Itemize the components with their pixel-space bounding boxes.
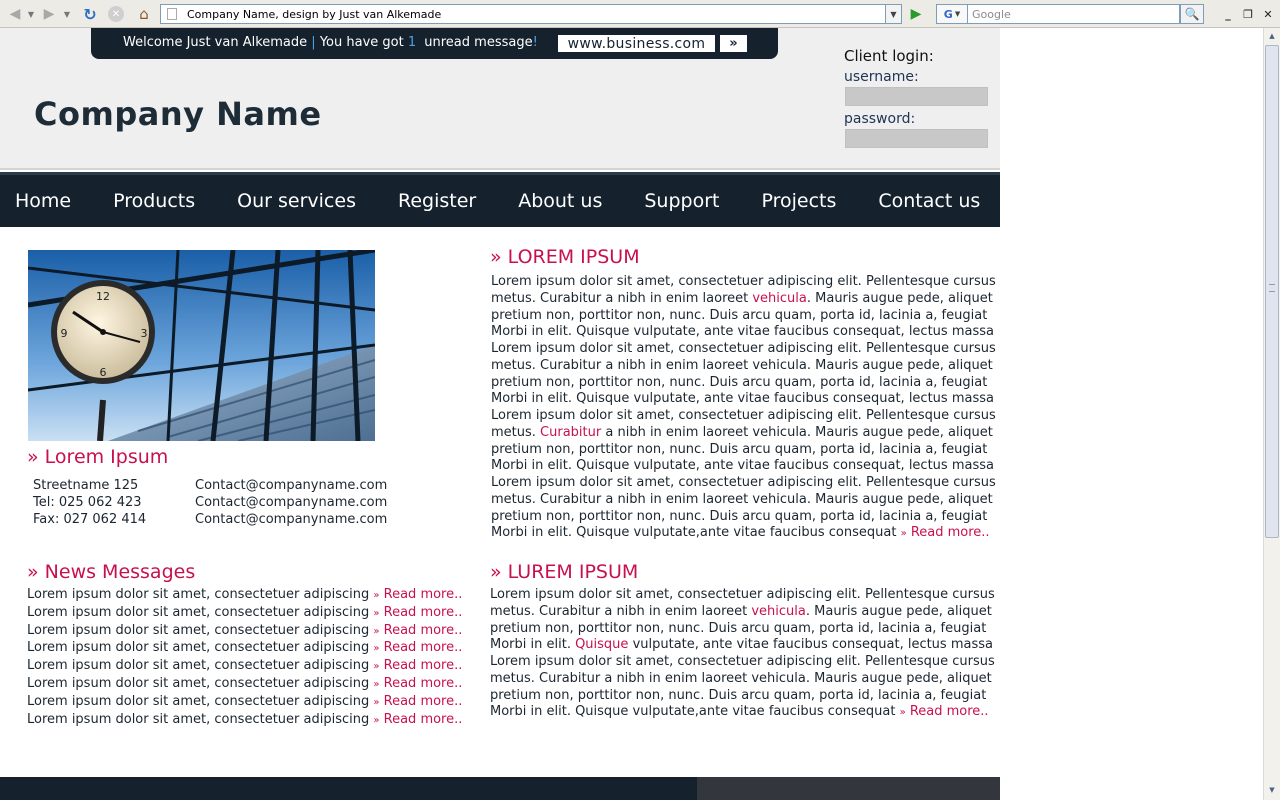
article-text: Lorem ipsum dolor sit amet, consectetuer adipiscing elit. Pellentesque cursus [491, 475, 996, 490]
password-field[interactable] [845, 129, 988, 148]
nav-item-support[interactable]: Support [644, 190, 720, 212]
article-line [491, 492, 996, 509]
forward-dropdown-icon[interactable]: ▼ [63, 9, 71, 19]
address-dropdown-icon[interactable]: ▼ [886, 4, 902, 24]
svg-text:9: 9 [60, 327, 68, 340]
username-label: username: [844, 69, 919, 85]
news-item [27, 658, 462, 676]
read-more-arrow: » [900, 528, 907, 540]
read-more-link[interactable] [373, 587, 462, 602]
read-more-arrow: » [373, 607, 380, 619]
domain-go-button[interactable]: » [720, 35, 747, 52]
web-page [0, 28, 1000, 800]
highlight-link[interactable]: vehicula [752, 290, 807, 306]
go-icon[interactable]: ▶ [910, 6, 922, 22]
article-text: pretium non, porttitor non, nunc. Duis arcu quam, porta id, lacinia a, feugiat [491, 307, 988, 323]
reload-icon[interactable]: ↻ [83, 4, 97, 24]
unread-count[interactable]: 1 [407, 35, 417, 50]
news-item [27, 712, 462, 730]
article-text: vulputate, ante vitae faucibus consequat, lectus massa [628, 637, 993, 653]
welcome-message: Welcome Just van Alkemade | You have got 1 unread message! [123, 35, 538, 50]
nav-item-register[interactable]: Register [397, 190, 477, 212]
article-line [491, 324, 996, 341]
article-text: metus. [491, 424, 541, 440]
address-bar[interactable] [160, 4, 886, 24]
article-line [491, 475, 996, 492]
news-text: Lorem ipsum dolor sit amet, consectetuer adipiscing [27, 693, 370, 709]
article-text: Morbi in elit. Quisque vulputate, ante vitae faucibus consequat, lectus massa [491, 391, 994, 407]
footer-gray-bar [697, 777, 1000, 800]
article-line [491, 274, 996, 291]
highlight-link[interactable]: vehicula [751, 603, 806, 619]
highlight-link[interactable]: Quisque [575, 637, 629, 653]
welcome-bar [91, 28, 778, 59]
read-more-label: Read more.. [383, 693, 463, 709]
domain-field[interactable]: www.business.com [558, 35, 715, 52]
article-text: metus. Curabitur a nibh in enim laoreet [491, 290, 753, 306]
read-more-label: Read more.. [383, 604, 463, 620]
email-link[interactable]: Contact@companyname.com [195, 512, 388, 527]
article2-title: » LUREM IPSUM [490, 561, 639, 583]
back-dropdown-icon[interactable]: ▼ [27, 9, 35, 19]
contact-emails [195, 477, 387, 528]
article-text: metus. Curabitur a nibh in enim laoreet vehicula. Mauris augue pede, aliquet [491, 357, 993, 373]
client-login [844, 47, 994, 153]
scroll-up-icon[interactable]: ▲ [1269, 32, 1275, 40]
article-line [491, 358, 996, 375]
address-line: Tel: 025 062 423 [33, 495, 142, 510]
contact-address [33, 477, 146, 528]
unread-message-link[interactable]: unread message [424, 35, 533, 50]
article-line [491, 525, 996, 543]
read-more-link[interactable] [373, 640, 462, 655]
news-item [27, 640, 462, 658]
read-more-arrow: » [373, 714, 380, 726]
read-more-label: Read more.. [383, 675, 463, 691]
nav-item-about-us[interactable]: About us [518, 190, 603, 212]
read-more-label: Read more.. [383, 640, 463, 656]
news-item [27, 605, 462, 623]
main-nav [0, 172, 1000, 227]
contact-title: » Lorem Ipsum [27, 446, 169, 468]
article1-body [491, 274, 996, 543]
read-more-arrow: » [373, 678, 380, 690]
article-text: Lorem ipsum dolor sit amet, consectetuer adipiscing elit. Pellentesque cursus [490, 654, 995, 669]
read-more-arrow: » [373, 643, 380, 655]
news-list [27, 587, 462, 729]
article-text: Morbi in elit. Quisque vulputate, ante vitae faucibus consequat, lectus massa [491, 458, 994, 474]
news-text: Lorem ipsum dolor sit amet, consectetuer adipiscing [27, 587, 370, 602]
read-more-link[interactable] [901, 525, 990, 540]
article-text: pretium non, porttitor non, nunc. Duis arcu quam, porta id, lacinia a, feugiat [491, 441, 988, 457]
article1-title: » LOREM IPSUM [490, 246, 640, 268]
site-header [0, 28, 1000, 170]
scroll-thumb[interactable] [1265, 45, 1279, 538]
company-name[interactable]: Company Name [34, 95, 322, 133]
article-line [491, 291, 996, 308]
read-more-link[interactable] [373, 658, 462, 673]
vertical-scrollbar[interactable] [1263, 28, 1280, 800]
article-text: Lorem ipsum dolor sit amet, consectetuer adipiscing elit. Pellentesque cursus [490, 587, 995, 602]
article-line [491, 509, 996, 526]
svg-text:6: 6 [99, 366, 107, 379]
search-engine-icon[interactable]: G ▼ [936, 4, 968, 24]
article-text: pretium non, porttitor non, nunc. Duis arcu quam, porta id, lacinia a, feugiat [491, 374, 988, 390]
read-more-link[interactable] [373, 623, 462, 638]
article-line [490, 604, 995, 621]
minimize-icon[interactable]: _ [1225, 7, 1231, 21]
article-text: a nibh in enim laoreet vehicula. Mauris augue pede, aliquet [601, 424, 993, 440]
read-more-link[interactable] [373, 676, 462, 691]
nav-item-contact-us[interactable]: Contact us [878, 190, 981, 212]
read-more-link[interactable] [373, 712, 462, 727]
address-text: Company Name, design by Just van Alkemade [187, 7, 442, 21]
nav-item-products[interactable]: Products [113, 190, 196, 212]
search-input[interactable]: Google [968, 4, 1180, 24]
article-line [491, 341, 996, 358]
read-more-label: Read more.. [383, 658, 463, 674]
address-line: Fax: 027 062 414 [33, 512, 147, 527]
read-more-label: Read more.. [383, 622, 463, 638]
read-more-label: Read more.. [383, 587, 463, 602]
scroll-down-icon[interactable]: ▼ [1269, 786, 1275, 794]
article-line [490, 671, 995, 688]
article-text: metus. Curabitur a nibh in enim laoreet vehicula. Mauris augue pede, aliquet [490, 670, 992, 686]
article-line [490, 587, 995, 604]
search-icon[interactable]: 🔍 [1180, 4, 1204, 24]
article-text: Lorem ipsum dolor sit amet, consectetuer adipiscing elit. Pellentesque cursus [491, 341, 996, 356]
read-more-arrow: » [373, 661, 380, 673]
article-text: Morbi in elit. [490, 637, 576, 653]
news-item [27, 623, 462, 641]
highlight-link[interactable]: Curabitur [540, 424, 602, 440]
article-text: . Mauris augue pede, aliquet [805, 603, 992, 619]
article-line [491, 375, 996, 392]
article-line [491, 408, 996, 425]
article-line [490, 688, 995, 705]
article-text: Lorem ipsum dolor sit amet, consectetuer adipiscing elit. Pellentesque cursus [491, 408, 996, 423]
browser-toolbar [0, 0, 1280, 28]
article-text: Lorem ipsum dolor sit amet, consectetuer adipiscing elit. Pellentesque cursus [491, 274, 996, 289]
article-text: Morbi in elit. Quisque vulputate,ante vitae faucibus consequat [491, 525, 901, 541]
email-link[interactable]: Contact@companyname.com [195, 478, 388, 493]
email-link[interactable]: Contact@companyname.com [195, 495, 388, 510]
read-more-link[interactable] [373, 694, 462, 709]
article-line [490, 621, 995, 638]
read-more-arrow: » [373, 696, 380, 708]
forward-icon[interactable]: ▶ [43, 6, 55, 22]
page-icon [167, 8, 177, 20]
svg-text:3: 3 [140, 327, 148, 340]
news-text: Lorem ipsum dolor sit amet, consectetuer adipiscing [27, 622, 370, 638]
footer-dark-bar [0, 777, 697, 800]
article-line [490, 654, 995, 671]
nav-item-our-services[interactable]: Our services [237, 190, 356, 212]
hero-image [28, 250, 375, 441]
welcome-user: Welcome Just van Alkemade [123, 35, 308, 50]
article-line [491, 442, 996, 459]
article-line [491, 391, 996, 408]
username-field[interactable] [845, 87, 988, 106]
news-text: Lorem ipsum dolor sit amet, consectetuer adipiscing [27, 675, 370, 691]
home-icon[interactable]: ⌂ [139, 5, 149, 23]
article-text: pretium non, porttitor non, nunc. Duis arcu quam, porta id, lacinia a, feugiat [490, 620, 987, 636]
svg-text:12: 12 [96, 290, 110, 303]
article-line [490, 704, 995, 722]
read-more-arrow: » [373, 590, 380, 601]
address-line: Streetname 125 [33, 478, 139, 493]
news-text: Lorem ipsum dolor sit amet, consectetuer adipiscing [27, 604, 370, 620]
news-text: Lorem ipsum dolor sit amet, consectetuer adipiscing [27, 640, 370, 656]
article-text: Morbi in elit. Quisque vulputate,ante vitae faucibus consequat [490, 704, 900, 720]
article-line [491, 425, 996, 442]
news-text: Lorem ipsum dolor sit amet, consectetuer adipiscing [27, 711, 370, 727]
news-text: Lorem ipsum dolor sit amet, consectetuer adipiscing [27, 658, 370, 674]
article-line [490, 637, 995, 654]
article-text: pretium non, porttitor non, nunc. Duis arcu quam, porta id, lacinia a, feugiat [490, 687, 987, 703]
nav-item-home[interactable]: Home [15, 190, 72, 212]
article-text: . Mauris augue pede, aliquet [806, 290, 993, 306]
read-more-link[interactable] [900, 704, 989, 719]
article2-body [490, 587, 995, 722]
nav-item-projects[interactable]: Projects [761, 190, 837, 212]
article-line [491, 308, 996, 325]
article-text: pretium non, porttitor non, nunc. Duis arcu quam, porta id, lacinia a, feugiat [491, 508, 988, 524]
article-text: metus. Curabitur a nibh in enim laoreet [490, 603, 752, 619]
article-text: metus. Curabitur a nibh in enim laoreet vehicula. Mauris augue pede, aliquet [491, 491, 993, 507]
article-line [491, 458, 996, 475]
article-text: Morbi in elit. Quisque vulputate, ante vitae faucibus consequat, lectus massa [491, 324, 994, 340]
stop-icon[interactable]: ✕ [108, 6, 124, 22]
news-title: » News Messages [27, 561, 196, 583]
read-more-link[interactable] [373, 605, 462, 620]
close-icon[interactable]: ✕ [1263, 7, 1273, 21]
read-more-arrow: » [899, 707, 906, 719]
news-item [27, 694, 462, 712]
restore-icon[interactable]: ❐ [1243, 7, 1253, 21]
login-title: Client login: [844, 47, 934, 65]
read-more-label: Read more.. [383, 711, 463, 727]
read-more-arrow: » [373, 625, 380, 637]
back-icon[interactable]: ◀ [9, 6, 21, 22]
read-more-label: Read more.. [910, 525, 990, 541]
news-item [27, 676, 462, 694]
read-more-label: Read more.. [909, 704, 989, 720]
password-label: password: [844, 111, 916, 127]
news-item [27, 587, 462, 605]
